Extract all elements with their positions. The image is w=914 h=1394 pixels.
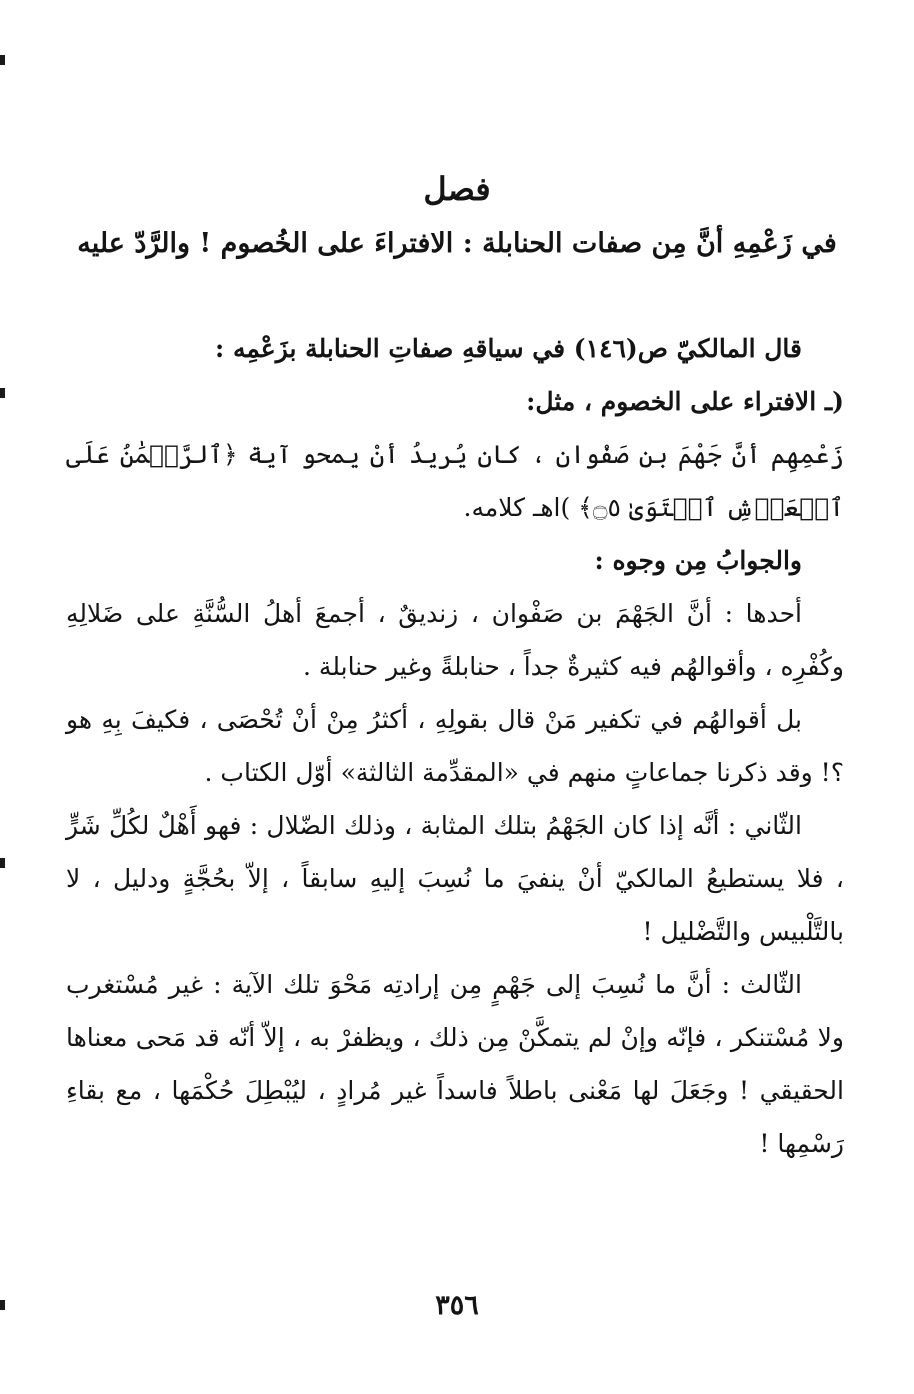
first-point-paragraph: أحدها : أنَّ الجَهْمَ بن صَفْوان ، زنديقٌ ، أجمعَ أهلُ السُّنَّةِ على ضَلالِهِ وكُفْرِه ، وأقوالهُم فيه كثيرةٌ جداً ، حنابلةً وغير حنابلة . xyxy=(66,599,844,681)
intro-paragraph: قال المالكيّ ص(١٤٦) في سياقهِ صفاتِ الحنابلة بزَعْمِه : xyxy=(215,334,802,363)
third-point-paragraph: الثّالث : أنَّ ما نُسِبَ إلى جَهْمٍ مِن إرادتِه مَحْوَ تلك الآية : غير مُسْتغرب ولا مُسْتنكر ، فإنّه وإنْ لم يتمكَّنْ مِن ذلك ، ويظفرْ به ، إلاّ أنّه قد مَحى معناها الحقيقي ! وجَعَلَ لها مَعْنى باطلاً فاسداً غير مُرادٍ ، ليُبْطِلَ حُكْمَها ، مع بقاءِ رَسْمِها ! xyxy=(66,970,844,1158)
quote-label-paragraph: (ـ الافتراء على الخصوم ، مثل: xyxy=(526,387,844,416)
body-text xyxy=(66,322,844,1170)
second-point-paragraph: الثّاني : أنَّه إذا كان الجَهْمُ بتلك المثابة ، وذلك الضّلال : فهو أَهْلٌ لكُلِّ شَرٍّ ، فلا يستطيعُ المالكيّ أنْ ينفيَ ما نُسِبَ إليهِ سابقاً ، إلاّ بحُجَّةٍ ودليل ، لا بالتَّلْبيس والتَّضْليل ! xyxy=(66,811,844,946)
first-point-continuation-paragraph: بل أقوالهُم في تكفير مَنْ قال بقولِهِ ، أكثرُ مِنْ أنْ تُحْصَى ، فكيفَ بِهِ هو ؟! وقد ذكرنا جماعاتٍ منهم في «المقدِّمة الثالثة» أوّل الكتاب . xyxy=(66,705,844,787)
page-number: ٣٥٦ xyxy=(435,1290,479,1321)
scan-edge-mark xyxy=(0,1300,5,1310)
quote-paragraph: زَعْمِهِم أنَّ جَهْمَ بن صَفْوان ، كان يُريدُ أنْ يمحو آية ﴿ٱلرَّحۡمَٰنُ عَلَى ٱلۡعَرۡشِ ٱسۡتَوَىٰ ۝٥﴾ )اهـ كلامه. xyxy=(66,440,844,522)
answer-intro-paragraph: والجوابُ مِن وجوه : xyxy=(594,546,802,575)
scan-edge-mark xyxy=(0,858,5,868)
scan-edge-mark xyxy=(0,55,5,65)
section-subtitle: في زَعْمِهِ أنَّ مِن صفات الحنابلة : الافتراءَ على الخُصوم ! والرَّدّ عليه xyxy=(77,228,837,259)
scan-edge-mark xyxy=(0,388,5,398)
section-heading: فصل xyxy=(423,170,491,208)
